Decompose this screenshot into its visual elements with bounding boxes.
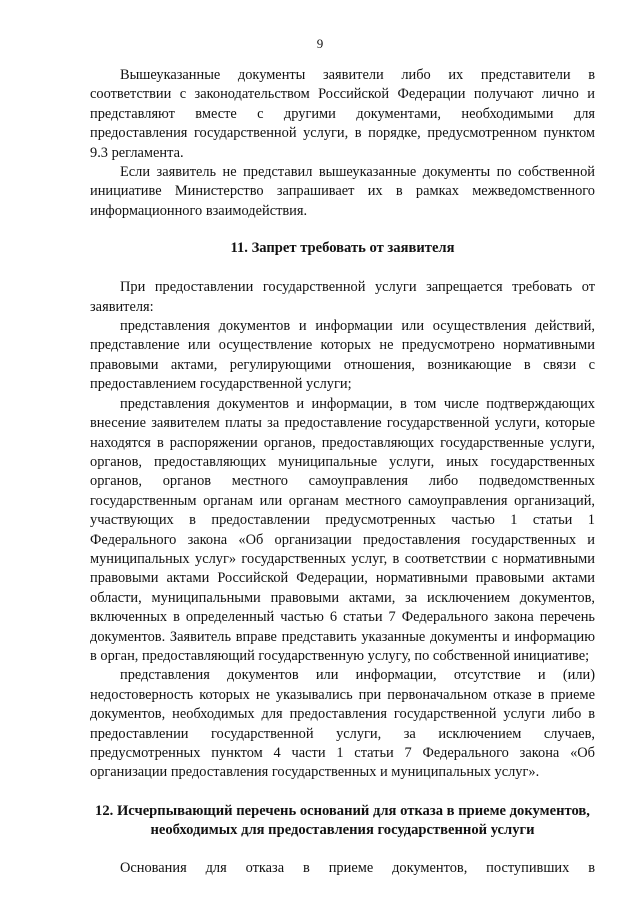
paragraph-prohibition-item-3: представления документов или информации, отсутствие и (или) недостоверность которых не указывались при первоначальном отказе в приеме документов, необходимых для предоставления государственной услуги либо в предоставлении государственной услуги, за исключением случаев, предусмотренных пунктом 4 части 1 статьи 7 Федерального закона «Об организации предоставления государственных и муниципальных услуг». [90, 667, 595, 781]
paragraph-documents-submission: Вышеуказанные документы заявители либо их представители в соответствии с законодательством Российской Федерации получают лично и представляют вместе с другими документами, необходимыми для предоставления государственной услуги, в порядке, предусмотренном пунктом 9.3 регламента. [90, 67, 595, 161]
document-body [90, 66, 595, 878]
section-11-heading: 11. Запрет требовать от заявителя [230, 240, 455, 257]
paragraph-prohibition-item-2: представления документов и информации, в том числе подтверждающих внесение заявителем платы за предоставление государственной услуги, которые находятся в распоряжении органов, предоставляющих государственные услуги, органов, предоставляющих муниципальные услуги, иных государственных органов, органов местного самоуправления либо подведомственных государственным органам или органам местного самоуправления организаций, участвующих в предоставлении предусмотренных частью 1 статьи 1 Федерального закона «Об организации предоставления государственных и муниципальных услуг» государственных услуг, в соответствии с нормативными правовыми актами Российской Федерации, нормативными правовыми актами области, муниципальными правовыми актами, за исключением документов, включенных в определенный частью 6 статьи 7 Федерального закона перечень документов. Заявитель вправе представить указанные документы и информацию в орган, предоставляющий государственную услугу, по собственной инициативе; [90, 395, 595, 664]
paragraph-prohibition-intro: При предоставлении государственной услуги запрещается требовать от заявителя: [90, 279, 595, 315]
paragraph-interagency-request: Если заявитель не представил вышеуказанные документы по собственной инициативе Министерство запрашивает их в рамках межведомственного информационного взаимодействия. [90, 164, 595, 219]
paragraph-refusal-grounds: Основания для отказа в приеме документов, поступивших в [120, 859, 595, 876]
section-12-heading: 12. Исчерпывающий перечень оснований для отказа в приеме документов, необходимых для предоставления государственной услуги [95, 802, 590, 838]
paragraph-prohibition-item-1: представления документов и информации или осуществления действий, представление или осуществление которых не предусмотрено нормативными правовыми актами, регулирующими отношения, возникающие в связи с предоставлением государственной услуги; [90, 318, 595, 393]
page-number: 9 [316, 36, 324, 51]
